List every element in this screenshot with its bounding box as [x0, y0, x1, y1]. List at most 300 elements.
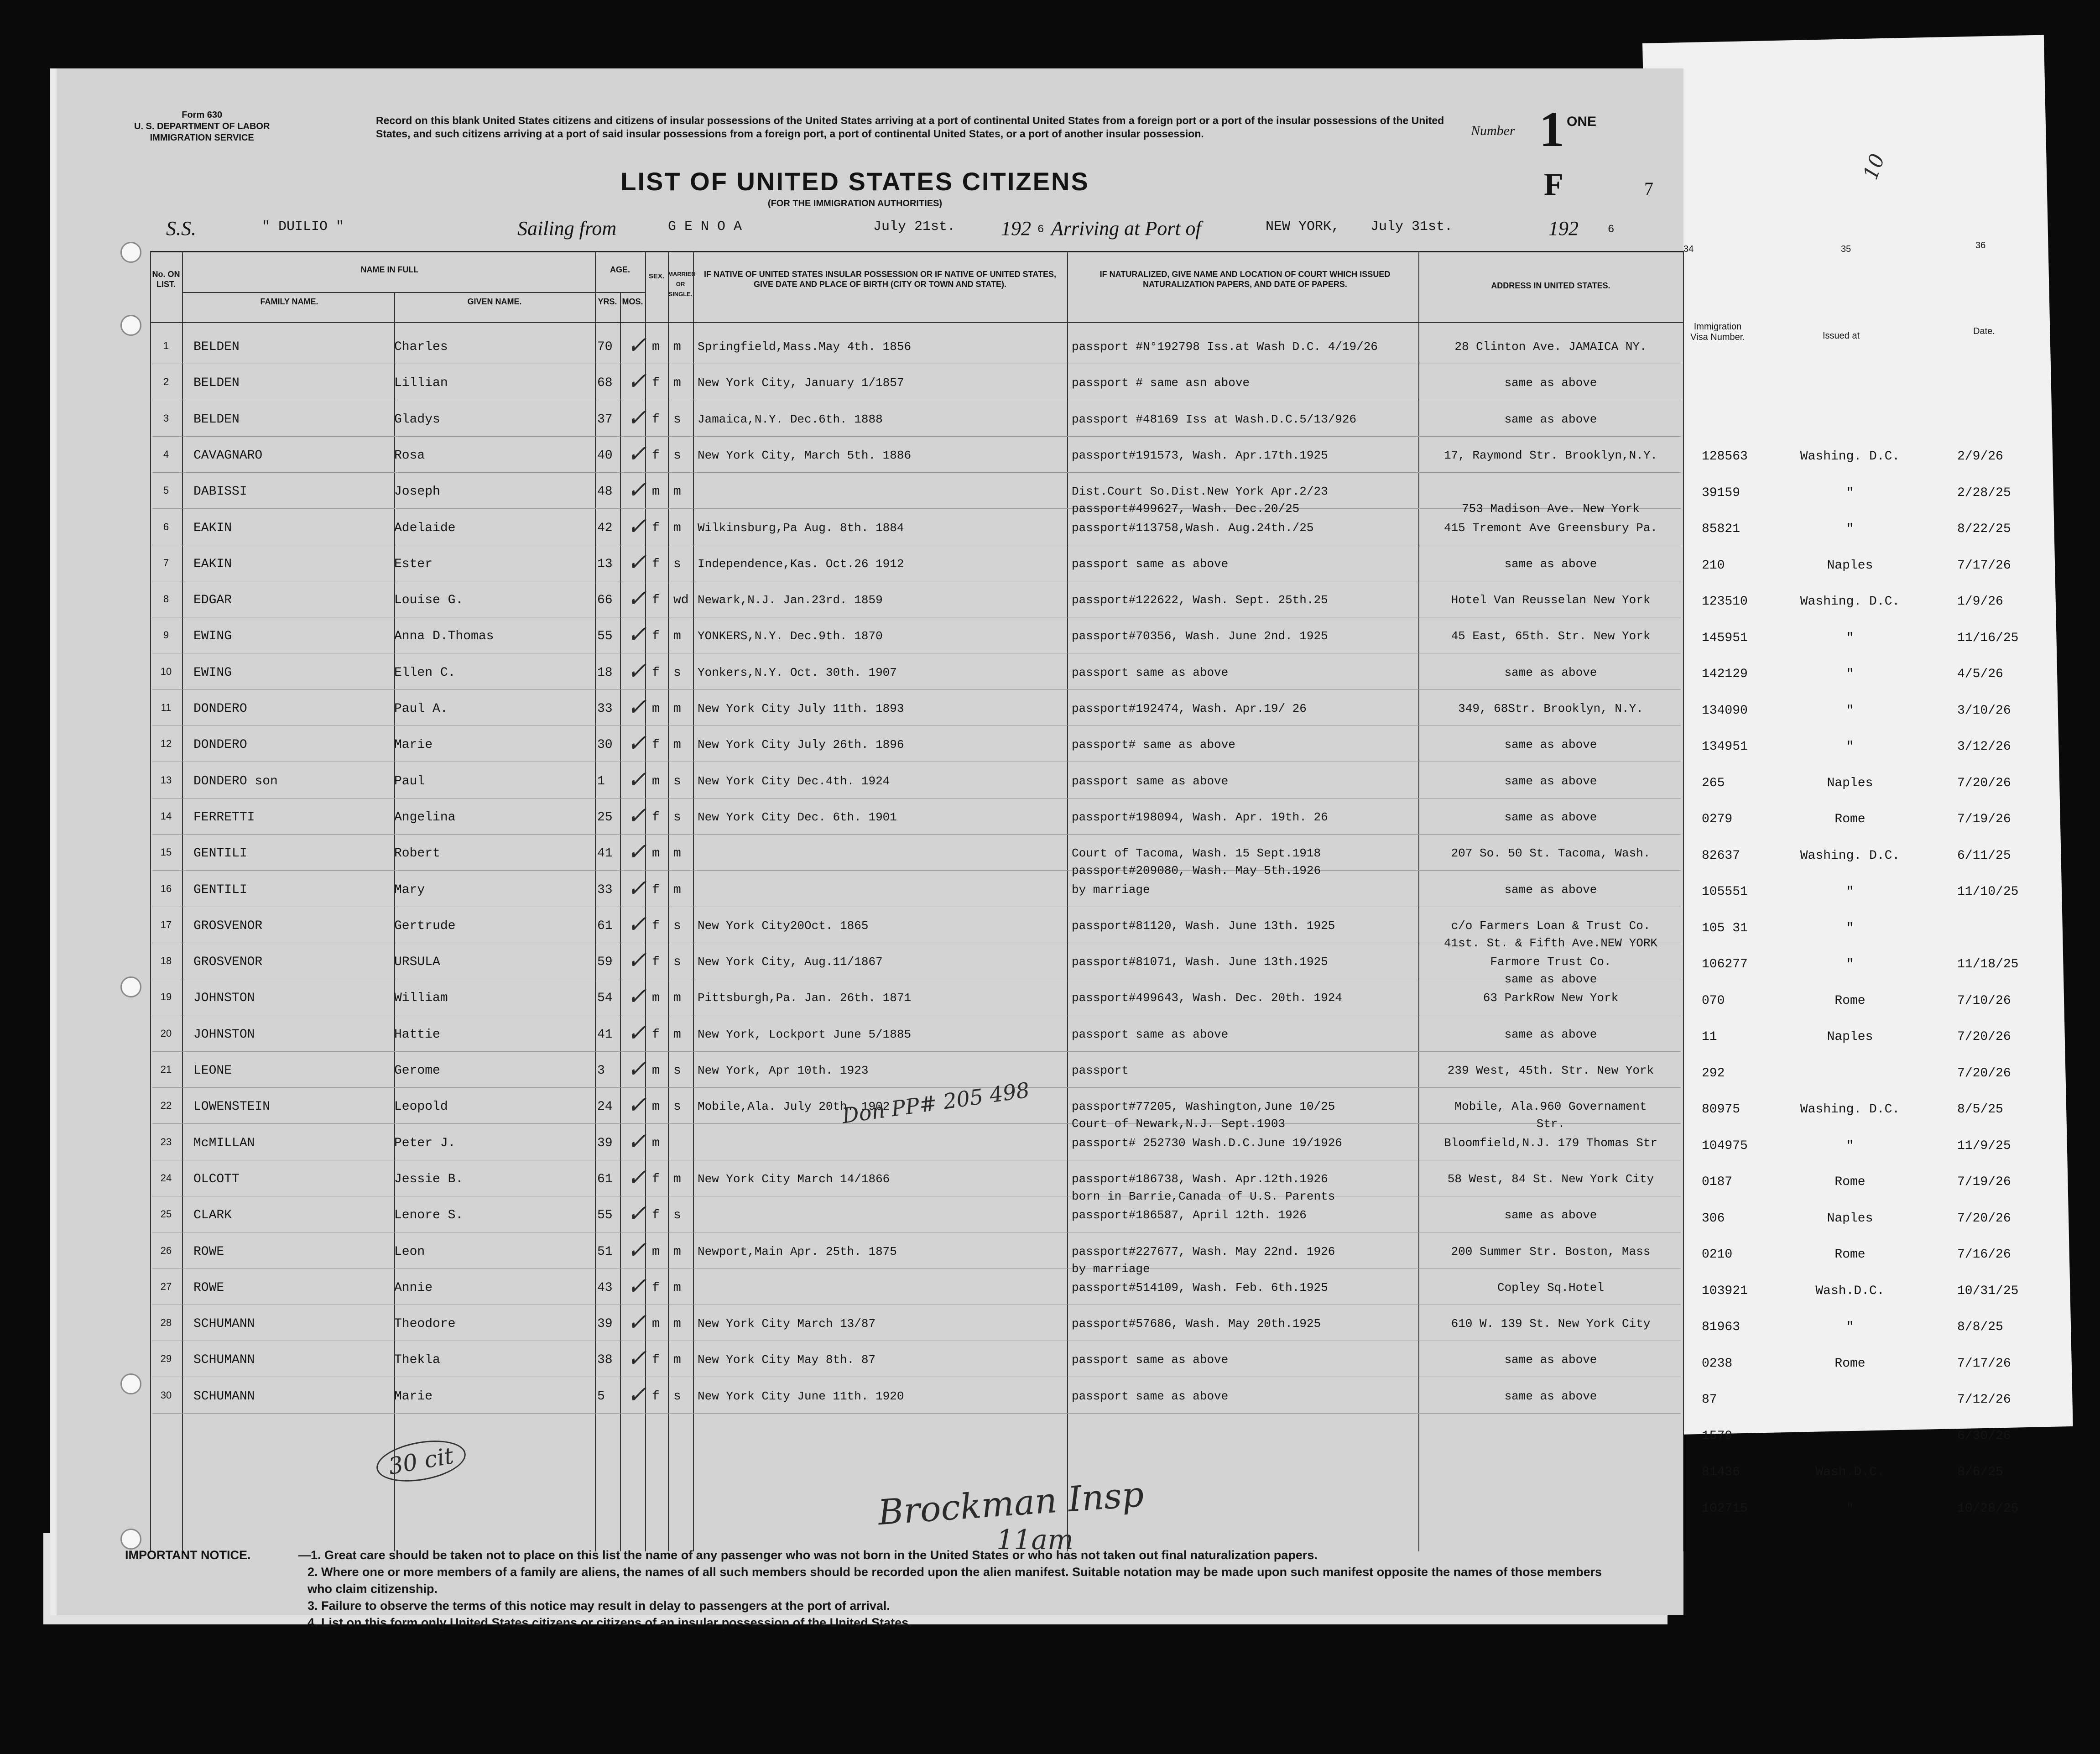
date-from: July 21st.: [873, 219, 956, 235]
marital-status: m: [673, 485, 681, 499]
service: IMMIGRATION SERVICE: [150, 133, 254, 143]
family-name: CAVAGNARO: [193, 448, 263, 463]
given-name: Jessie B.: [394, 1172, 464, 1186]
binder-hole: [120, 1373, 141, 1394]
visa-number: 128563: [1702, 449, 1748, 464]
marital-status: m: [673, 738, 681, 752]
row-number: 22: [160, 1100, 172, 1112]
marital-status: m: [673, 1244, 681, 1259]
yrs-header: YRS.: [598, 297, 617, 306]
visa-number: 145951: [1702, 631, 1748, 645]
age-years: 3: [597, 1064, 605, 1078]
notice-item: 2. Where one or more members of a family are aliens, the names of all such members should be recorded upon the alien manifest. Suitable notation may be made upon such manifest opposite the names of those members who claim citizenship.: [307, 1565, 1602, 1596]
family-name: GENTILI: [193, 882, 247, 897]
married-header: MARRIED OR SINGLE.: [668, 271, 696, 298]
marital-status: s: [673, 919, 681, 933]
age-years: 38: [597, 1353, 613, 1368]
sex: f: [652, 738, 660, 752]
sex: f: [652, 665, 660, 680]
col-rule: [693, 251, 694, 1551]
row-rule: [152, 834, 1681, 835]
given-name: Leopold: [394, 1100, 448, 1114]
family-name: GENTILI: [193, 846, 247, 861]
address: same as above: [1504, 1208, 1597, 1222]
birth-header: IF NATIVE OF UNITED STATES INSULAR POSSESSION OR IF NATIVE OF UNITED STATES, GIVE DATE AND PLACE OF BIRTH (CITY OR TOWN AND STATE).: [703, 270, 1057, 289]
address: 200 Summer Str. Boston, Mass: [1451, 1244, 1651, 1258]
family-name: OLCOTT: [193, 1172, 240, 1186]
family-name: SCHUMANN: [193, 1389, 255, 1404]
naturalization: passport#70356, Wash. June 2nd. 1925: [1072, 629, 1328, 643]
age-years: 39: [597, 1317, 613, 1331]
sex-header: SEX.: [648, 272, 665, 280]
birth-place-date: New York City Dec. 6th. 1901: [698, 810, 897, 824]
page-subtitle: (FOR THE IMMIGRATION AUTHORITIES): [767, 198, 943, 209]
visa-number: 81436: [1702, 1465, 1740, 1479]
port-to: NEW YORK,: [1266, 219, 1340, 235]
row-rule: [152, 436, 1681, 437]
visa-number: 82637: [1702, 848, 1740, 863]
check-mark-icon: ✓: [627, 1272, 647, 1300]
ship-name: " DUILIO ": [262, 219, 344, 235]
row-number: 7: [163, 557, 169, 569]
birth-place-date: Wilkinsburg,Pa Aug. 8th. 1884: [698, 521, 904, 535]
visa-number: 102715: [1702, 1501, 1748, 1516]
given-name: Gertrude: [394, 919, 456, 933]
check-mark-icon: ✓: [627, 585, 647, 613]
visa-date: 8/22/25: [1957, 522, 2011, 536]
marital-status: s: [673, 810, 681, 825]
given-name: Joseph: [394, 485, 440, 499]
age-years: 13: [597, 557, 613, 571]
visa-date: 7/17/26: [1957, 558, 2011, 573]
check-mark-icon: ✓: [627, 332, 647, 359]
family-name: BELDEN: [193, 376, 240, 391]
family-name: GROSVENOR: [193, 955, 263, 970]
sex: m: [652, 485, 660, 499]
naturalization: passport#186738, Wash. Apr.12th.1926: [1072, 1172, 1328, 1186]
address: same as above: [1504, 1389, 1597, 1403]
naturalization: passport# 252730 Wash.D.C.June 19/1926: [1072, 1136, 1342, 1150]
age-years: 54: [597, 991, 613, 1006]
visa-date: 3/10/26: [1957, 703, 2011, 718]
visa-number: 134951: [1702, 740, 1748, 754]
naturalization: passport#81120, Wash. June 13th. 1925: [1072, 919, 1335, 933]
visa-number: 210: [1702, 558, 1725, 573]
signature-time: 11am: [996, 1524, 1074, 1556]
birth-place-date: New York City July 26th. 1896: [698, 738, 904, 752]
age-years: 41: [597, 1027, 613, 1042]
port-from: G E N O A: [668, 219, 742, 235]
sex: f: [652, 593, 660, 608]
marital-status: m: [673, 702, 681, 716]
sex: m: [652, 1136, 660, 1150]
birth-place-date: New York City Dec.4th. 1924: [698, 774, 890, 788]
age-years: 55: [597, 629, 613, 644]
visa-date: 11/9/25: [1957, 1138, 2011, 1153]
visa-issued-at: ": [1846, 1138, 1854, 1153]
family-name: SCHUMANN: [193, 1317, 255, 1331]
marital-status: s: [673, 1208, 681, 1223]
family-name: EDGAR: [193, 593, 232, 608]
marital-status: wd: [673, 593, 689, 608]
given-name: Rosa: [394, 448, 425, 463]
family-name: DABISSI: [193, 485, 247, 499]
family-name: EAKIN: [193, 557, 232, 571]
check-mark-icon: ✓: [627, 766, 647, 793]
sex: f: [652, 810, 660, 825]
age-years: 68: [597, 376, 613, 391]
address: 28 Clinton Ave. JAMAICA NY.: [1454, 340, 1647, 354]
marital-status: m: [673, 1353, 681, 1368]
visa-number: 87: [1702, 1393, 1717, 1407]
family-name: EWING: [193, 629, 232, 644]
visa-issued-at: Naples: [1827, 1030, 1873, 1044]
birth-place-date: Independence,Kas. Oct.26 1912: [698, 557, 904, 571]
address: same as above: [1504, 376, 1597, 390]
visa-date: 7/10/26: [1957, 993, 2011, 1008]
visa-date: 10/28/25: [1957, 1501, 2019, 1516]
given-name: Gerome: [394, 1064, 440, 1078]
given-name: Ellen C.: [394, 665, 456, 680]
row-number: 15: [160, 846, 172, 858]
visa-issued-at: ": [1846, 1501, 1854, 1516]
col-rule: [182, 251, 183, 1551]
department: U. S. DEPARTMENT OF LABOR: [134, 121, 270, 131]
year-prefix-2: 192: [1548, 217, 1579, 240]
visa-date: 8/5/25: [1957, 1102, 2003, 1117]
address-header: ADDRESS IN UNITED STATES.: [1491, 281, 1610, 290]
check-mark-icon: ✓: [627, 983, 647, 1011]
check-mark-icon: ✓: [627, 621, 647, 649]
continuation-address: Str.: [1536, 1117, 1565, 1131]
marital-status: m: [673, 846, 681, 861]
row-number: 4: [163, 448, 169, 460]
visa-number: 134090: [1702, 703, 1748, 718]
row-number: 10: [160, 665, 172, 677]
visa-issued-at: Rome: [1834, 1248, 1866, 1262]
notice-item: 4. List on this form only United States citizens or citizens of an insular possession of the United States.: [307, 1616, 912, 1629]
address: 58 West, 84 St. New York City: [1447, 1172, 1654, 1186]
check-mark-icon: ✓: [627, 802, 647, 830]
ss-label: S.S.: [166, 217, 196, 240]
address: Bloomfield,N.J. 179 Thomas Str: [1443, 1136, 1658, 1150]
age-years: 51: [597, 1244, 613, 1259]
notice-item: 3. Failure to observe the terms of this notice may result in delay to passengers at the port of arrival.: [307, 1599, 890, 1613]
family-name: CLARK: [193, 1208, 232, 1223]
given-name: Lenore S.: [394, 1208, 464, 1223]
visa-date: 11/18/25: [1957, 957, 2019, 971]
naturalization: passport#81071, Wash. June 13th.1925: [1072, 955, 1328, 969]
continuation-naturalization: born in Barrie,Canada of U.S. Parents: [1072, 1189, 1335, 1203]
age-years: 39: [597, 1136, 613, 1150]
visa-issued-at: Washing. D.C.: [1800, 595, 1900, 609]
visa-date: 11/16/25: [1957, 631, 2019, 645]
continuation-naturalization: Court of Newark,N.J. Sept.1903: [1072, 1117, 1286, 1131]
family-name: DONDERO: [193, 702, 247, 716]
arriving-label: Arriving at Port of: [1051, 217, 1201, 240]
address: c/o Farmers Loan & Trust Co.: [1451, 919, 1651, 933]
address: same as above: [1504, 774, 1597, 788]
sex: f: [652, 412, 660, 427]
visa-number: 0210: [1702, 1248, 1733, 1262]
visa-issued-at: ": [1846, 522, 1854, 536]
visa-number: 1579: [1702, 1429, 1733, 1443]
marital-status: m: [673, 991, 681, 1006]
header-bottom-rule: [150, 322, 1683, 323]
marital-status: m: [673, 882, 681, 897]
visa-issued-at: ": [1846, 885, 1854, 899]
check-mark-icon: ✓: [627, 1236, 647, 1264]
sex: f: [652, 1353, 660, 1368]
naturalization: passport same as above: [1072, 774, 1229, 788]
row-number: 3: [163, 412, 169, 424]
visa-issued-at: Wash.D.C.: [1815, 1284, 1885, 1298]
given-name: Marie: [394, 738, 433, 752]
given-name: Paul: [394, 774, 425, 788]
check-mark-icon: ✓: [627, 368, 647, 396]
naturalization-header: IF NATURALIZED, GIVE NAME AND LOCATION OF COURT WHICH ISSUED NATURALIZATION PAPERS, AND DATE OF PAPERS.: [1100, 270, 1391, 289]
visa-issued-at: Washing. D.C.: [1800, 449, 1900, 464]
naturalization: passport same as above: [1072, 1027, 1229, 1041]
age-years: 61: [597, 1172, 613, 1186]
naturalization: passport same as above: [1072, 1353, 1229, 1367]
visa-number: 265: [1702, 776, 1725, 790]
visa-issued-at: ": [1846, 921, 1854, 935]
visa-date: 11/10/25: [1957, 885, 2019, 899]
sex: f: [652, 882, 660, 897]
naturalization: Court of Tacoma, Wash. 15 Sept.1918: [1072, 846, 1321, 861]
visa-date: 3/12/26: [1957, 740, 2011, 754]
check-mark-icon: ✓: [627, 404, 647, 432]
year-to: 6: [1608, 224, 1615, 236]
address: 207 So. 50 St. Tacoma, Wash.: [1451, 846, 1651, 861]
address: same as above: [1504, 882, 1597, 897]
page-title: LIST OF UNITED STATES CITIZENS: [620, 167, 1089, 196]
age-years: 33: [597, 882, 613, 897]
row-rule: [152, 798, 1681, 799]
row-rule: [152, 689, 1681, 690]
visa-number: 292: [1702, 1066, 1725, 1081]
age-years: 37: [597, 412, 613, 427]
naturalization: by marriage: [1072, 882, 1150, 897]
age-years: 43: [597, 1280, 613, 1295]
visa-issued-at: ": [1846, 957, 1854, 971]
address: Hotel Van Reusselan New York: [1451, 593, 1651, 607]
address: 45 East, 65th. Str. New York: [1451, 629, 1651, 643]
marital-status: s: [673, 955, 681, 970]
naturalization: passport#191573, Wash. Apr.17th.1925: [1072, 448, 1328, 462]
check-mark-icon: ✓: [627, 1091, 647, 1119]
handwritten-passport-note: Don PP# 205 498: [840, 1077, 1031, 1128]
row-number: 21: [160, 1064, 172, 1075]
visa-number: 0187: [1702, 1175, 1733, 1189]
continuation-address: 41st. St. & Fifth Ave.NEW YORK: [1443, 936, 1658, 950]
birth-place-date: New York City, January 1/1857: [698, 376, 904, 390]
visa-date: 7/20/26: [1957, 1066, 2011, 1081]
check-mark-icon: ✓: [627, 440, 647, 468]
naturalization: passport#57686, Wash. May 20th.1925: [1072, 1317, 1321, 1331]
check-mark-icon: ✓: [627, 1019, 647, 1047]
naturalization: passport same as above: [1072, 557, 1229, 571]
marital-status: m: [673, 1027, 681, 1042]
birth-place-date: New York City March 13/87: [698, 1317, 876, 1331]
family-name: DONDERO son: [193, 774, 278, 788]
given-name: Ester: [394, 557, 433, 571]
naturalization: passport same as above: [1072, 1389, 1229, 1403]
row-number: 12: [160, 738, 172, 750]
visa-date: 2/28/25: [1957, 485, 2011, 500]
visa-date: 4/5/26: [1957, 667, 2003, 681]
row-number: 5: [163, 485, 169, 496]
row-rule: [152, 472, 1681, 473]
sex: m: [652, 1100, 660, 1114]
naturalization: passport # same asn above: [1072, 376, 1250, 390]
form-number: Form 630: [182, 110, 223, 120]
row-number: 6: [163, 521, 169, 532]
given-name: Angelina: [394, 810, 456, 825]
check-mark-icon: ✓: [627, 838, 647, 866]
family-name: BELDEN: [193, 340, 240, 354]
birth-place-date: Yonkers,N.Y. Oct. 30th. 1907: [698, 665, 897, 679]
address: 63 ParkRow New York: [1483, 991, 1619, 1005]
family-name: LOWENSTEIN: [193, 1100, 271, 1114]
marital-status: s: [673, 1389, 681, 1404]
visa-number: 070: [1702, 993, 1725, 1008]
number-word: ONE: [1567, 114, 1597, 129]
visa-number: 85821: [1702, 522, 1740, 536]
marital-status: s: [673, 448, 681, 463]
family-name: BELDEN: [193, 412, 240, 427]
sex: f: [652, 629, 660, 644]
binder-hole: [120, 242, 141, 263]
sex: f: [652, 1280, 660, 1295]
family-name: EAKIN: [193, 521, 232, 535]
row-number: 1: [163, 340, 169, 351]
sex: f: [652, 376, 660, 391]
marital-status: m: [673, 340, 681, 354]
sex: m: [652, 1244, 660, 1259]
continuation-naturalization: passport#499627, Wash. Dec.20/25: [1072, 502, 1300, 516]
date-header: Date.: [1973, 326, 1995, 336]
address: 610 W. 139 St. New York City: [1451, 1317, 1651, 1331]
col-rule: [1067, 251, 1068, 1551]
address: same as above: [1504, 1353, 1597, 1367]
age-years: 33: [597, 702, 613, 716]
given-name: Louise G.: [394, 593, 464, 608]
family-name: McMILLAN: [193, 1136, 255, 1150]
age-years: 24: [597, 1100, 613, 1114]
naturalization: passport same as above: [1072, 665, 1229, 679]
mos-header: MOS.: [622, 297, 643, 306]
given-name: Mary: [394, 882, 425, 897]
sex: m: [652, 774, 660, 788]
birth-place-date: New York City June 11th. 1920: [698, 1389, 904, 1403]
visa-issued-at: ": [1846, 485, 1854, 500]
birth-place-date: Mobile,Ala. July 20th. 1902: [698, 1100, 890, 1114]
marital-status: s: [673, 1100, 681, 1114]
given-name: Anna D.Thomas: [394, 629, 494, 644]
corner-number: 7: [1644, 178, 1653, 199]
given-name: Adelaide: [394, 521, 456, 535]
number-label: Number: [1471, 123, 1515, 138]
visa-issued-at: Naples: [1827, 1211, 1873, 1226]
row-number: 11: [161, 702, 172, 713]
address: same as above: [1504, 412, 1597, 426]
visa-date: 1/9/26: [1957, 595, 2003, 609]
no-header: No. ON LIST.: [152, 270, 180, 289]
marital-status: m: [673, 1172, 681, 1186]
continuation-naturalization: by marriage: [1072, 1262, 1150, 1276]
age-years: 70: [597, 340, 613, 354]
notice-item: —1. Great care should be taken not to place on this list the name of any passenger who was not born in the United States or who has not taken out final naturalization papers.: [298, 1548, 1318, 1562]
family-name: SCHUMANN: [193, 1353, 255, 1368]
age-years: 66: [597, 593, 613, 608]
visa-issued-at: Naples: [1827, 776, 1873, 790]
check-mark-icon: ✓: [627, 694, 647, 721]
marital-status: s: [673, 557, 681, 571]
address: same as above: [1504, 557, 1597, 571]
visa-date: 7/20/26: [1957, 1211, 2011, 1226]
row-number: 2: [163, 376, 169, 388]
age-years: 30: [597, 738, 613, 752]
address: same as above: [1504, 665, 1597, 679]
row-number: 13: [160, 774, 172, 786]
age-years: 5: [597, 1389, 605, 1404]
sex: f: [652, 1172, 660, 1186]
visa-number-header: Immigration Visa Number.: [1690, 322, 1745, 342]
col-rule: [620, 292, 621, 1551]
marital-status: m: [673, 521, 681, 535]
naturalization: passport# same as above: [1072, 738, 1235, 752]
visa-date: 6/11/25: [1957, 848, 2011, 863]
visa-issued-at: Rome: [1834, 812, 1866, 826]
row-number: 20: [160, 1027, 172, 1039]
age-years: 48: [597, 485, 613, 499]
row-number: 30: [160, 1389, 172, 1401]
year-prefix: 192: [1001, 217, 1031, 240]
given-name: Theodore: [394, 1317, 456, 1331]
visa-issued-at: ": [1846, 740, 1854, 754]
family-name: DONDERO: [193, 738, 247, 752]
naturalization: passport#198094, Wash. Apr. 19th. 26: [1072, 810, 1328, 824]
address: same as above: [1504, 1027, 1597, 1041]
visa-number: 105551: [1702, 885, 1748, 899]
visa-number: 80975: [1702, 1102, 1740, 1117]
row-rule: [152, 870, 1681, 871]
sailing-label: Sailing from: [517, 217, 617, 240]
check-mark-icon: ✓: [627, 548, 647, 576]
visa-number: 103921: [1702, 1284, 1748, 1298]
age-years: 40: [597, 448, 613, 463]
given-name: Peter J.: [394, 1136, 456, 1150]
col-rule: [1683, 251, 1684, 1551]
continuation-address: 753 Madison Ave. New York: [1461, 502, 1640, 516]
back-stamp: 10: [1859, 151, 1890, 183]
row-number: 14: [160, 810, 172, 822]
check-mark-icon: ✓: [627, 512, 647, 540]
continuation-naturalization: passport#209080, Wash. May 5th.1926: [1072, 864, 1321, 878]
marital-status: m: [673, 1317, 681, 1331]
check-mark-icon: ✓: [627, 1164, 647, 1191]
row-number: 8: [163, 593, 169, 605]
family-name: JOHNSTON: [193, 1027, 255, 1042]
naturalization: Dist.Court So.Dist.New York Apr.2/23: [1072, 485, 1328, 499]
sex: m: [652, 340, 660, 354]
col-rule: [668, 251, 669, 1551]
sex: m: [652, 1064, 660, 1078]
age-years: 41: [597, 846, 613, 861]
binder-hole: [120, 315, 141, 336]
